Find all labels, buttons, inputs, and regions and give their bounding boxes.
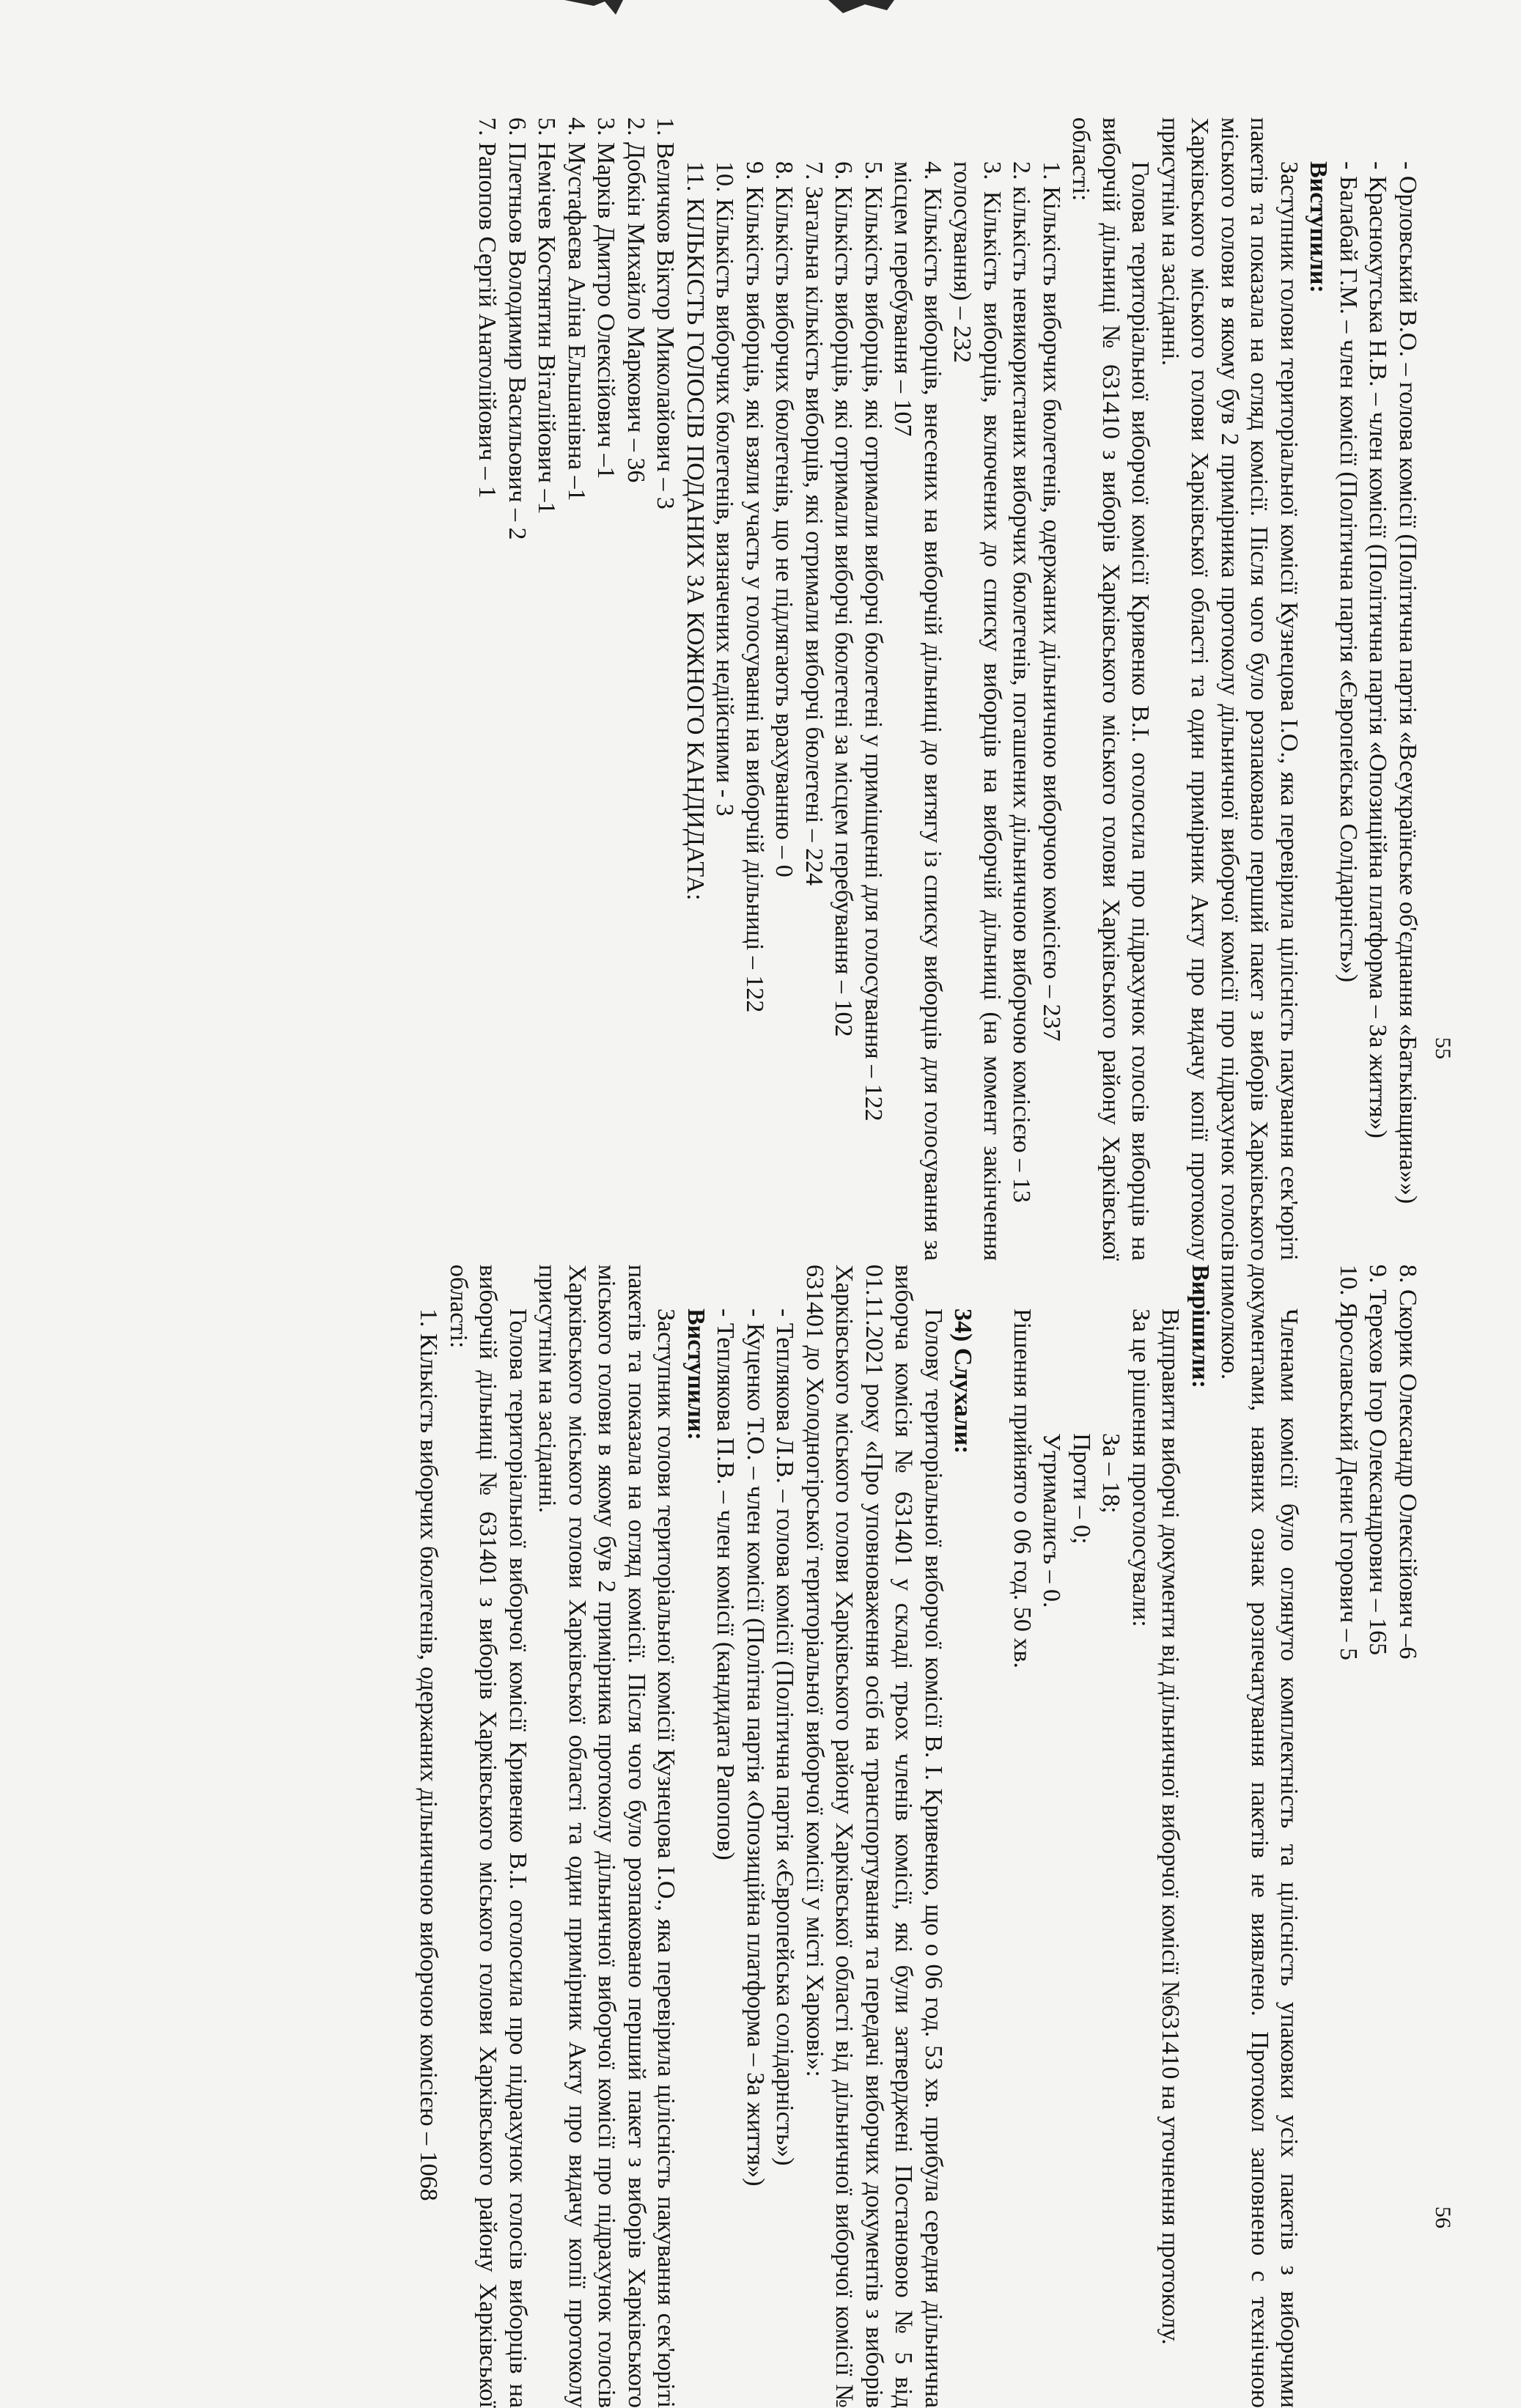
text-paragraph: - Балабай Г.М. – член комісії (Політична партія «Європейська Солідарність»): [1335, 161, 1362, 983]
text-paragraph: - Орловський В.О. – голова комісії (Політична партія «Всеукраїнське об'єднання «Батьківщина»»): [1394, 161, 1421, 1204]
scan-edge-marks: [550, 0, 916, 29]
text-paragraph: - Теплякова П.В. – член комісії (кандидата Рапопов): [712, 1308, 740, 1860]
text-paragraph: За – 18;: [1097, 1433, 1125, 1514]
text-paragraph: Голову територіальної виборчої комісії В. І. Кривенко, що о 06 год. 53 хв. прибула середня дільнична виборча комісія № 631401 у складі трьох членів комісії, які були затверджені Постановою № 5 від 01.11.2021 року «Про уповноваження осіб на транспортування та передачі виборчих документів з виборів Харківського міського голови Харківського району Харківської області від дільничної виборчої комісії № 631401 до Холодногірської територіальної виборчої комісії у місті Харкові»:: [801, 1264, 947, 2408]
text-paragraph: Заступник голови територіальної комісії Кузнецова І.О., яка перевірила цілісність пакування сек'юріті пакетів та показала на огляд комісії. Після чого було розпаковано перший пакет з виборів Харківського міського голови в якому був 2 примірника протоколу дільничної виборчої комісії про підрахунок голосів Харківського міського голови Харківської області та один примірник Акту про видачу копії протоколу присутнім на засіданні.: [534, 1264, 680, 2408]
text-paragraph: 6. Кількість виборців, які отримали виборчі бюлетені за місцем перебування – 102: [830, 161, 858, 1037]
paragraph-gap: [1304, 1264, 1333, 2408]
text-paragraph: За це рішення проголосували:: [1127, 1308, 1154, 1627]
text-paragraph: 4. Мустафаєва Аліна Ельшанівна –1: [563, 117, 590, 501]
text-paragraph: 11. КІЛЬКІСТЬ ГОЛОСІВ ПОДАНИХ ЗА КОЖНОГО КАНДИДАТА:: [682, 161, 709, 901]
text-paragraph: Голова територіальної виборчої комісії Кривенко В.І. оголосила про підрахунок голосів виборців на виборчій дільниці № 631401 з виборів Харківського міського голови Харківського району Харківської області:: [445, 1264, 531, 2408]
text-paragraph: 9. Терехов Ігор Олександрович – 165: [1364, 1264, 1392, 1656]
text-paragraph: 3. Кількість виборців, включених до списку виборців на виборчій дільниці (на момент закінчення голосування) – 232: [949, 161, 1006, 1261]
text-paragraph: 5. Кількість виборців, які отримали виборчі бюлетені у приміщенні для голосування – 122: [860, 161, 887, 1122]
text-paragraph: 1. Кількість виборчих бюлетенів, одержаних дільничною виборчою комісією – 237: [1038, 161, 1065, 1042]
text-paragraph: 3. Марків Дмитро Олексійович –1: [592, 117, 620, 479]
text-paragraph: 5. Немічев Костянтин Віталійович –1: [533, 117, 561, 515]
document-page-left: [472, 117, 1422, 1261]
text-paragraph: Виступили:: [1305, 161, 1333, 293]
text-paragraph: 6. Плетньов Володимир Васильович – 2: [504, 117, 531, 540]
text-paragraph: 7. Загальна кількість виборців, які отримали виборчі бюлетені – 224: [800, 161, 828, 886]
text-paragraph: - Куценко Т.О. – член комісії (Політна партія «Опозиційна платформа – За життя»): [742, 1308, 769, 2187]
paragraph-gap: [978, 1264, 1007, 2408]
text-paragraph: Членами комісії було оглянуто комплектність та цілісність упаковки усіх пакетів з виборчими документами, наявних ознак розпечатування пакетів не виявлено. Протокол заповнено с технічною пимолкою.: [1216, 1264, 1303, 2408]
text-paragraph: 2. кількість невикористаних виборчих бюлетенів, погашених дільничною виборчою комісією – 13: [1008, 161, 1036, 1203]
text-paragraph: 34) Слухали:: [949, 1308, 977, 1454]
text-paragraph: Виступили:: [682, 1308, 710, 1440]
text-paragraph: 9. Кількість виборців, які взяли участь у голосуванні на виборчій дільниці – 122: [741, 161, 768, 1013]
text-paragraph: Заступник голови територіальної комісії Кузнецова І.О., яка перевірила цілісність пакування сек'юріті пакетів та показала на огляд комісії. Після чого було розпаковано перший пакет з виборів Харківського міського голови в якому був 2 примірника протоколу дільничної виборчої комісії про підрахунок голосів Харківського міського голови Харківської області та один примірник Акту про видачу копії протоколу присутнім на засіданні.: [1157, 117, 1303, 1261]
text-paragraph: 10. Кількість виборчих бюлетенів, визначених недійсними - 3: [711, 161, 739, 817]
text-paragraph: - Теплякова Л.В. – голова комісії (Політична партія «Європейська солідарність»): [771, 1308, 799, 2166]
text-paragraph: 7. Рапопов Сергій Анатолійович – 1: [474, 117, 501, 498]
text-paragraph: Відправити виборчі документи від дільничної виборчої комісії №631410 на уточнення протоколу.: [1157, 1308, 1185, 2345]
text-paragraph: Голова територіальної виборчої комісії Кривенко В.І. оголосила про підрахунок голосів виборців на виборчій дільниці № 631410 з виборів Харківського міського голови Харківського району Харківської області:: [1067, 117, 1154, 1261]
text-paragraph: Проти – 0;: [1068, 1433, 1095, 1544]
text-paragraph: - Краснокутська Н.В. – член комісії (Політична партія «Опозиційна платформа – За життя»): [1364, 161, 1392, 1138]
text-paragraph: Утрималисъ – 0.: [1038, 1433, 1066, 1608]
text-paragraph: Вирішили:: [1187, 1264, 1214, 1388]
document-page-right: [413, 1264, 1422, 2408]
text-paragraph: 2. Добкін Михайло Маркович – 36: [622, 117, 649, 483]
text-paragraph: 1. Кількість виборчих бюлетенів, одержаних дільничною виборчою комісією – 1068: [415, 1308, 443, 2201]
text-paragraph: 1. Величков Віктор Миколайович – 3: [652, 117, 680, 509]
page-number-right: 56: [1431, 2206, 1455, 2228]
text-paragraph: Рішення прийнято о 06 год. 50 хв.: [1009, 1308, 1036, 1668]
text-paragraph: 8. Кількість виборчих бюлетенів, що не підлягають врахуванню – 0: [770, 161, 798, 877]
page-number-left: 55: [1431, 1037, 1455, 1059]
text-paragraph: 8. Скорик Олександр Олексійович –6: [1394, 1264, 1421, 1660]
text-paragraph: 10. Ярославський Денис Ігорович – 5: [1335, 1264, 1362, 1660]
text-paragraph: 4. Кількість виборців, внесених на виборчій дільниці до витягу із списку виборців для голосування за місцем перебування – 107: [889, 161, 946, 1261]
